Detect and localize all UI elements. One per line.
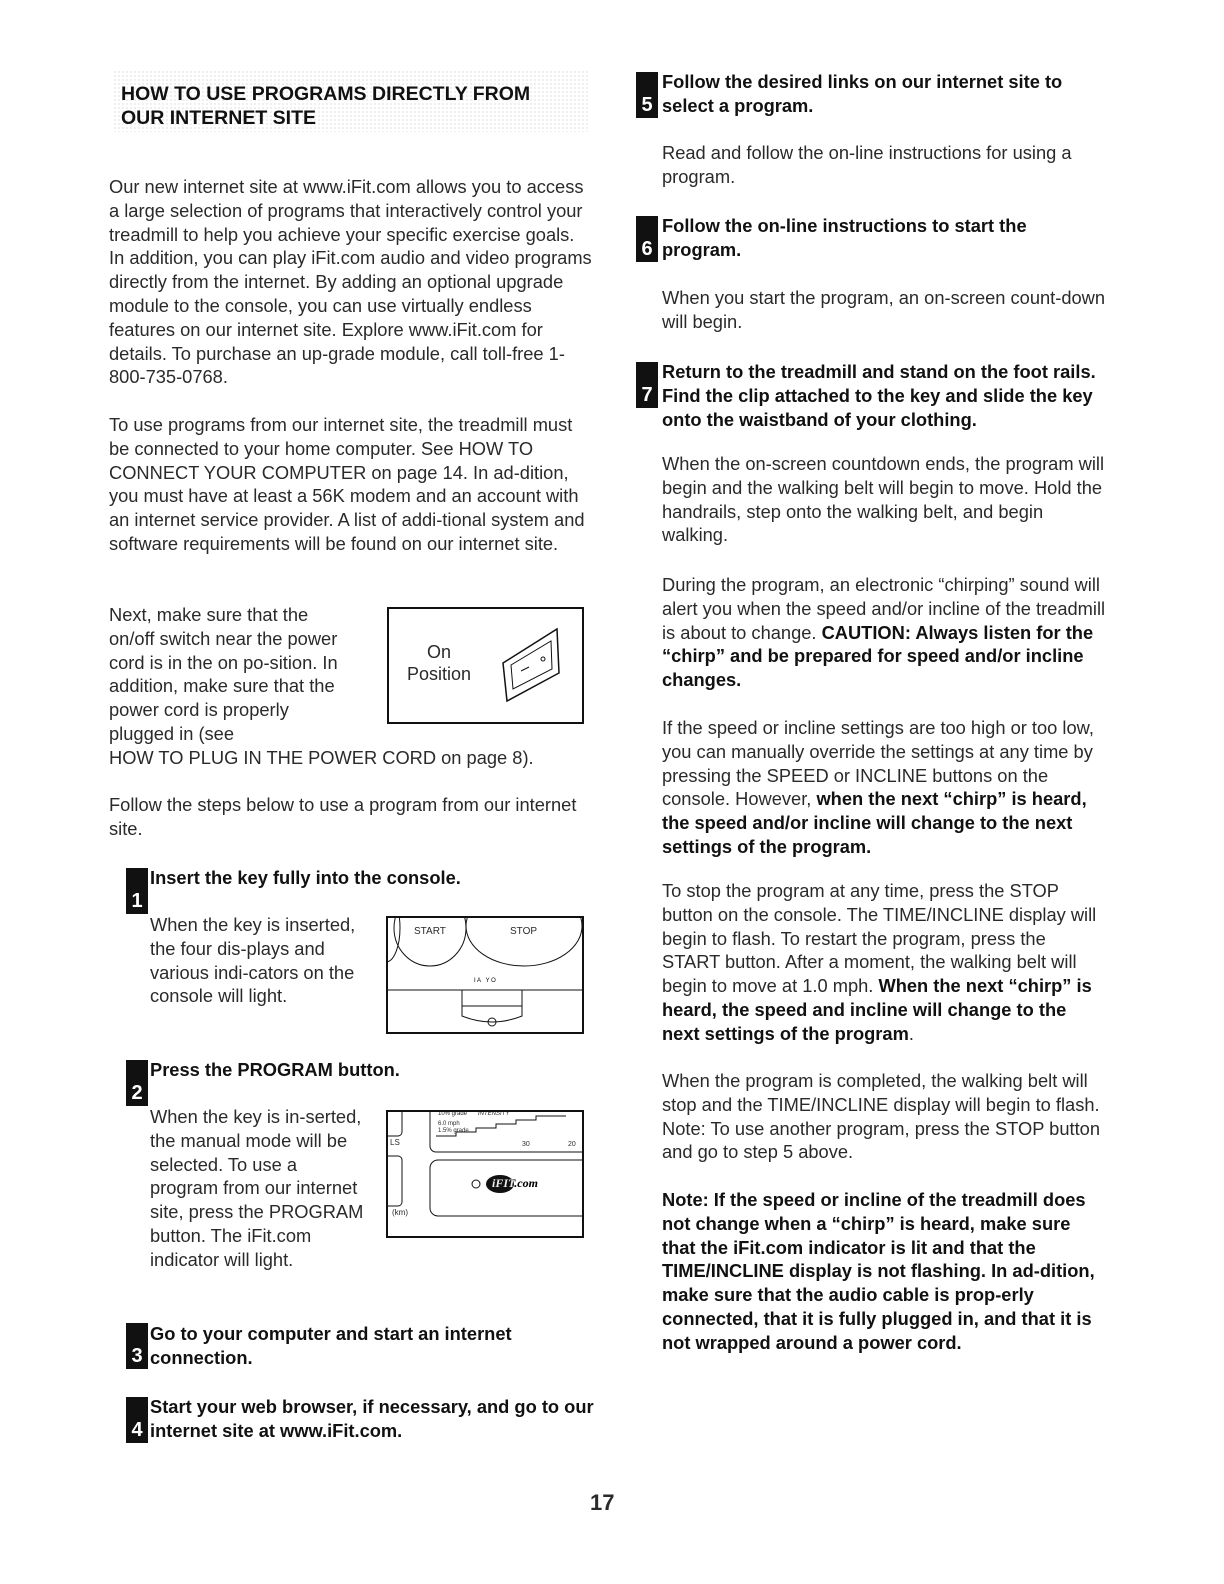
header-line-2: OUR INTERNET SITE xyxy=(121,107,317,129)
figure-label-position: Position xyxy=(407,664,472,684)
tick-20: 20 xyxy=(568,1141,576,1148)
chirp-caution: CAUTION: Always listen for the “chirp” and be prepared for speed and/or incline changes. xyxy=(662,621,1094,691)
on-position-figure xyxy=(387,607,584,724)
intensity-label: INTENSITY xyxy=(478,1111,510,1117)
step-5-heading: Follow the desired links on our internet site to select a program. xyxy=(662,71,1063,116)
grade-label: 10% grade xyxy=(438,1111,468,1117)
tick-30: 30 xyxy=(522,1141,530,1148)
step-7-heading: Return to the treadmill and stand on the foot rails. Find the clip attached to the key and slide the key onto the waistband of your clothing. xyxy=(662,361,1096,430)
step-1-heading: Insert the key fully into the console. xyxy=(150,867,461,888)
step-number-3: 3 xyxy=(126,1323,148,1369)
step-3-heading: Go to your computer and start an internet connection. xyxy=(150,1323,512,1368)
step-6-body: When you start the program, an on-screen count-down will begin. xyxy=(662,287,1106,332)
override-paragraph xyxy=(662,716,1107,859)
step-number-5: 5 xyxy=(636,72,658,118)
chirp-text: During the program, an electronic “chirping” sound will alert you when the speed and/or incline of the treadmill is about to change. xyxy=(662,574,1106,643)
note-paragraph: Note: If the speed or incline of the treadmill does not change when a “chirp” is heard, make sure that the iFit.com indicator is lit and that the TIME/INCLINE display is not flashing. In ad-dition, make sure that the audio cable is prop-erly connected, that it is fully plugged in, and that it is not wrapped around a power cord. xyxy=(662,1189,1095,1353)
ifit-logo: iFIT.com xyxy=(492,1176,538,1190)
console-key-figure xyxy=(386,916,584,1034)
follow-paragraph: Follow the steps below to use a program from our internet site. xyxy=(109,794,577,839)
stop-paragraph xyxy=(662,879,1107,1046)
header-line-1: HOW TO USE PROGRAMS DIRECTLY FROM xyxy=(121,83,531,105)
section-header xyxy=(113,70,589,132)
completed-paragraph: When the program is completed, the walking belt will stop and the TIME/INCLINE display will begin to flash. Note: To use another program, press the STOP button and go to step 5 above. xyxy=(662,1070,1100,1163)
override-bold: when the next “chirp” is heard, the speed and/or incline will change to the next settings of the program. xyxy=(662,788,1087,857)
override-text: If the speed or incline settings are too high or too low, you can manually override the settings at any time by pressing the SPEED or INCLINE buttons on the console. However, xyxy=(662,717,1094,810)
step-number-6: 6 xyxy=(636,216,658,262)
step-7-body: When the on-screen countdown ends, the program will begin and the walking belt will begin to move. Hold the handrails, step onto the walking belt, and begin walking. xyxy=(662,453,1105,546)
step-5-body: Read and follow the on-line instructions for using a program. xyxy=(662,142,1072,187)
stop-bold: When the next “chirp” is heard, the speed and incline will change to the next settings of the program xyxy=(662,975,1092,1044)
figure-label-on: On xyxy=(427,642,452,662)
step-number-1: 1 xyxy=(126,868,148,914)
step-1-body: When the key is inserted, the four dis-plays and various indi-cators on the console will light. xyxy=(150,914,356,1007)
stop-text: To stop the program at any time, press the STOP button on the console. The TIME/INCLINE display will begin to flash. To restart the program, press the START button. After a moment, the walking belt will begin to move at 1.0 mph. xyxy=(662,880,1097,997)
power-switch-icon xyxy=(497,623,567,705)
switch-paragraph: Next, make sure that the on/off switch near the power cord is in the on po-sition. In addition, make sure that the power cord is properly plugged in (see xyxy=(109,604,338,744)
console-ifit-figure xyxy=(386,1110,584,1238)
connect-paragraph: To use programs from our internet site, the treadmill must be connected to your home computer. See HOW TO CONNECT YOUR COMPUTER on page 14. In ad-dition, you must have at least a 56K modem and an account with an internet service provider. A list of addi-tional system and software requirements will be found on our internet site. xyxy=(109,414,585,554)
km-label: (km) xyxy=(392,1208,408,1217)
stop-end: . xyxy=(908,1022,914,1044)
switch-paragraph-end: HOW TO PLUG IN THE POWER CORD on page 8). xyxy=(109,747,534,768)
page-number: 17 xyxy=(590,1490,615,1515)
mph-label: 6.0 mph xyxy=(438,1121,460,1127)
step-4-heading: Start your web browser, if necessary, and go to our internet site at www.iFit.com. xyxy=(150,1396,594,1441)
svg-text:I A Y O: I A Y O xyxy=(474,978,496,984)
intro-paragraph: Our new internet site at www.iFit.com allows you to access a large selection of programs that interactively control your treadmill to help you achieve your specific exercise goals. In addition, you can play iFit.com audio and video programs directly from the internet. By adding an optional upgrade module to the console, you can use virtually endless features on our internet site. Explore www.iFit.com for details. To purchase an up-grade module, call toll-free 1-800-735-0768. xyxy=(109,176,592,388)
step-number-2: 2 xyxy=(126,1060,148,1106)
step-6-heading: Follow the on-line instructions to start the program. xyxy=(662,215,1027,260)
ls-label: LS xyxy=(390,1138,400,1147)
step-number-4: 4 xyxy=(126,1397,148,1443)
step-number-7: 7 xyxy=(636,362,658,408)
step-2-heading: Press the PROGRAM button. xyxy=(150,1059,400,1080)
grade-label-2: 1.5% grade xyxy=(438,1128,469,1134)
chirp-paragraph xyxy=(662,573,1107,692)
start-button-label: START xyxy=(414,926,446,937)
console-display-drawing xyxy=(388,1112,582,1236)
step-2-body: When the key is in-serted, the manual mode will be selected. To use a program from our internet site, press the PROGRAM button. The iFit.com indicator will light. xyxy=(150,1106,364,1270)
stop-button-label: STOP xyxy=(510,926,538,937)
